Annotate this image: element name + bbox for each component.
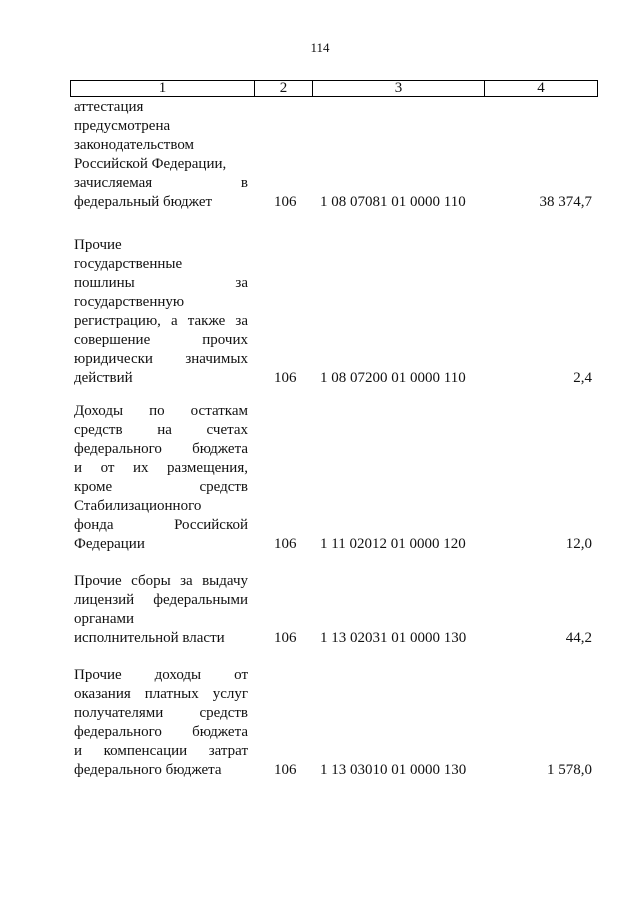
description-line: федерального бюджета bbox=[74, 441, 248, 457]
row-kbk: 1 11 02012 01 0000 120 bbox=[320, 536, 466, 552]
row-description bbox=[74, 98, 248, 212]
description-line: регистрацию, а также за bbox=[74, 313, 248, 329]
description-line: федеральный бюджет bbox=[74, 194, 213, 210]
description-line: Прочие доходы от bbox=[74, 667, 248, 683]
description-line: пошлины за bbox=[74, 275, 248, 291]
row-amount: 1 578,0 bbox=[547, 762, 592, 778]
description-line: Стабилизационного bbox=[74, 498, 202, 514]
description-line: и компенсации затрат bbox=[74, 743, 248, 759]
description-line: Федерации bbox=[74, 536, 145, 552]
row-code: 106 bbox=[274, 762, 297, 778]
page-number: 114 bbox=[310, 40, 330, 55]
row-kbk: 1 13 02031 01 0000 130 bbox=[320, 630, 467, 646]
description-line: средств на счетах bbox=[74, 422, 248, 438]
table-row bbox=[74, 572, 598, 648]
description-line: органами bbox=[74, 611, 135, 627]
description-line: и от их размещения, bbox=[74, 460, 248, 476]
description-line: оказания платных услуг bbox=[74, 686, 248, 702]
header-col-3: 3 bbox=[313, 81, 485, 96]
description-line: аттестация bbox=[74, 99, 144, 115]
row-description bbox=[74, 666, 248, 780]
description-line: Доходы по остаткам bbox=[74, 403, 248, 419]
description-line: исполнительной власти bbox=[74, 630, 225, 646]
description-line: зачисляемая в bbox=[74, 175, 248, 191]
description-line: получателями средств bbox=[74, 705, 248, 721]
row-amount: 2,4 bbox=[573, 370, 592, 386]
row-code: 106 bbox=[274, 630, 297, 646]
table-row bbox=[74, 666, 598, 780]
description-line: совершение прочих bbox=[74, 332, 248, 348]
row-code: 106 bbox=[274, 536, 297, 552]
row-description bbox=[74, 236, 248, 388]
description-line: государственную bbox=[74, 294, 185, 310]
description-line: действий bbox=[74, 370, 133, 386]
header-col-1: 1 bbox=[71, 81, 255, 96]
row-amount: 12,0 bbox=[565, 536, 592, 552]
header-col-2: 2 bbox=[255, 81, 313, 96]
table-row bbox=[74, 236, 598, 388]
description-line: предусмотрена bbox=[74, 118, 171, 134]
table-header bbox=[70, 80, 598, 97]
description-line: кроме средств bbox=[74, 479, 248, 495]
description-line: лицензий федеральными bbox=[74, 592, 248, 608]
row-code: 106 bbox=[274, 194, 297, 210]
table-body bbox=[74, 98, 598, 780]
row-code: 106 bbox=[274, 370, 297, 386]
row-amount: 38 374,7 bbox=[539, 194, 592, 210]
description-line: юридически значимых bbox=[74, 351, 248, 367]
description-line: фонда Российской bbox=[74, 517, 248, 533]
row-kbk: 1 13 03010 01 0000 130 bbox=[320, 762, 467, 778]
description-line: законодательством bbox=[74, 137, 195, 153]
description-line: федерального бюджета bbox=[74, 762, 222, 778]
description-line: государственные bbox=[74, 256, 183, 272]
table-row bbox=[74, 402, 598, 554]
row-kbk: 1 08 07081 01 0000 110 bbox=[320, 194, 466, 210]
row-description bbox=[74, 402, 248, 554]
description-line: Прочие сборы за выдачу bbox=[74, 573, 248, 589]
description-line: федерального бюджета bbox=[74, 724, 248, 740]
table-row bbox=[74, 98, 598, 212]
row-amount: 44,2 bbox=[565, 630, 592, 646]
header-col-4: 4 bbox=[537, 80, 545, 96]
row-description bbox=[74, 572, 248, 648]
description-line: Российской Федерации, bbox=[74, 156, 227, 172]
row-kbk: 1 08 07200 01 0000 110 bbox=[320, 370, 466, 386]
description-line: Прочие bbox=[74, 237, 122, 253]
